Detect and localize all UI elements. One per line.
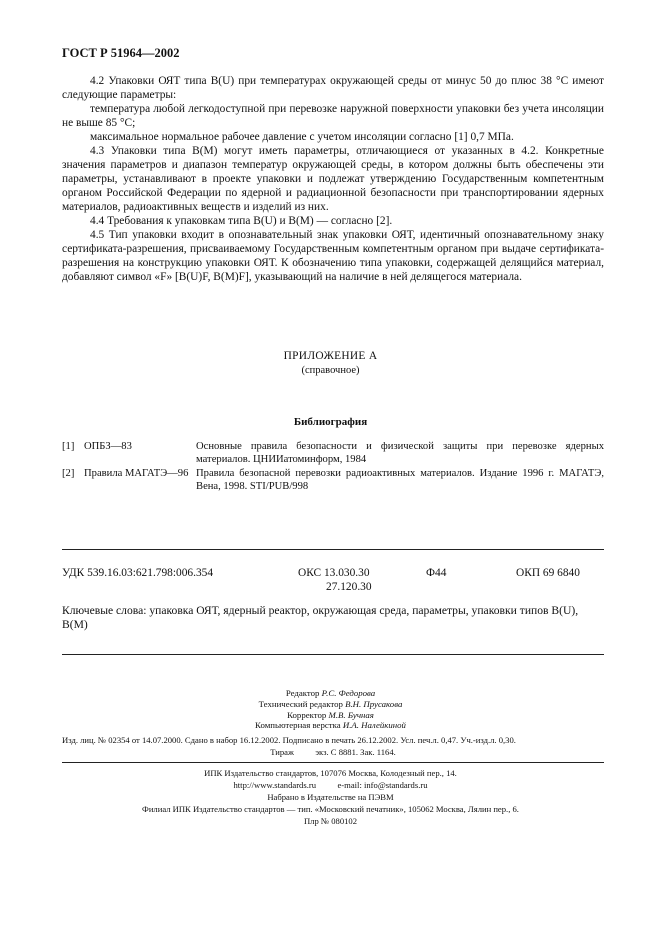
- imprint-line-1: ИПК Издательство стандартов, 107076 Москва, Колодезный пер., 14.: [204, 768, 457, 778]
- standard-id-header: ГОСТ Р 51964—2002: [62, 46, 180, 60]
- imprint-block: [0, 767, 661, 827]
- bib-entry-code: Правила МАГАТЭ—96: [84, 468, 189, 479]
- bib-entry-number: [2]: [62, 468, 75, 479]
- bib-entry-code: ОПБЗ—83: [84, 441, 132, 452]
- publication-line-2: Тираж экз. С 8881. Зак. 1164.: [270, 747, 396, 757]
- imprint-line-4: Филиал ИПК Издательство стандартов — тип. «Московский печатник», 105062 Москва, Лялин пер., 6.: [142, 804, 519, 814]
- credit-editor: [0, 688, 661, 699]
- credits-block: [0, 688, 661, 731]
- bibliography-title: Библиография: [293, 416, 368, 428]
- divider-middle: [62, 654, 604, 655]
- credit-role: Компьютерная верстка: [255, 720, 341, 731]
- paragraph-4-5: 4.5 Тип упаковки входит в опознавательный знак упаковки ОЯТ, идентичный опознавательному знаку сертификата-разрешения, присваиваемому Государственным компетентным органом при выдаче сертификата-разрешения на конструкцию упаковки ОЯТ. К обозначению типа упаковки, содержащей делящийся материал, добавляют символ «F» [В(U)F, В(М)F], указывающий на наличие в ней делящегося материала.: [62, 229, 604, 283]
- oks-code-2: 27.120.30: [326, 581, 372, 593]
- oks-codes: [298, 566, 372, 594]
- imprint-line-5: Плр № 080102: [303, 816, 358, 826]
- bibliography-entry: [62, 467, 604, 493]
- annex-title: ПРИЛОЖЕНИЕ А: [283, 350, 378, 362]
- divider-top: [62, 549, 604, 550]
- bibliography-entry: [62, 440, 604, 466]
- keywords: Ключевые слова: упаковка ОЯТ, ядерный реактор, окружающая среда, параметры, упаковки типов В(U), В(М): [62, 604, 579, 631]
- paragraph-4-2-temperature: температура любой легкодоступной при перевозке наружной поверхности упаковки без учета инсоляции не выше 85 °С;: [62, 103, 604, 129]
- paragraph-4-2-intro: 4.2 Упаковки ОЯТ типа В(U) при температурах окружающей среды от минус 50 до плюс 38 °С имеют следующие параметры:: [62, 75, 604, 101]
- bib-entry-text: Основные правила безопасности и физической защиты при перевозке ядерных материалов. ЦНИИатоминформ, 1984: [196, 441, 604, 465]
- publication-info: [62, 734, 604, 758]
- paragraph-4-3: 4.3 Упаковки типа В(М) могут иметь параметры, отличающиеся от указанных в 4.2. Конкретные значения параметров и диапазон температур окружающей среды, в котором должны быть обеспечены эти параметры, устанавливают в проекте упаковки и подлежат утверждению Государственным компетентным органом Российской Федерации по ядерной и радиационной безопасности при транспортировании ядерных материалов, радиоактивных веществ и изделий из них.: [62, 145, 604, 213]
- bibliography-list: [62, 440, 604, 494]
- credit-name: И.А. Налейкиной: [342, 720, 406, 731]
- credit-role: Технический редактор: [258, 698, 343, 709]
- paragraph-4-2-pressure: максимальное нормальное рабочее давление с учетом инсоляции согласно [1] 0,7 МПа.: [90, 131, 514, 143]
- credit-name: В.Н. Прусакова: [345, 698, 403, 709]
- bib-entry-text: Правила безопасной перевозки радиоактивных материалов. Издание 1996 г. МАГАТЭ, Вена, 1998. STI/PUB/998: [196, 468, 604, 492]
- credit-tech-editor: [0, 699, 661, 710]
- imprint-line-3: Набрано в Издательстве на ПЭВМ: [267, 792, 394, 802]
- oks-code-1: ОКС 13.030.30: [298, 567, 370, 579]
- main-text: [62, 74, 604, 284]
- credit-name: Р.С. Федорова: [321, 688, 376, 698]
- credit-role: Корректор: [287, 709, 327, 720]
- credit-layout: [0, 720, 661, 731]
- imprint-line-2: http://www.standards.ru e-mail: info@standards.ru: [233, 780, 428, 790]
- publication-line-1: Изд. лиц. № 02354 от 14.07.2000. Сдано в набор 16.12.2002. Подписано в печать 26.12.2002. Усл. печ.л. 0,47. Уч.-изд.л. 0,30.: [62, 735, 516, 745]
- group-code: Ф44: [426, 567, 447, 579]
- okp-code: ОКП 69 6840: [516, 567, 580, 579]
- paragraph-4-4: 4.4 Требования к упаковкам типа В(U) и В(М) — согласно [2].: [90, 215, 393, 227]
- credit-role: Редактор: [285, 688, 320, 698]
- annex-subtitle: (справочное): [301, 365, 360, 376]
- credit-proofreader: [0, 710, 661, 721]
- divider-bottom: [62, 762, 604, 763]
- credit-name: М.В. Бучная: [328, 709, 374, 720]
- bib-entry-number: [1]: [62, 441, 75, 452]
- udk-code: УДК 539.16.03:621.798:006.354: [62, 567, 214, 579]
